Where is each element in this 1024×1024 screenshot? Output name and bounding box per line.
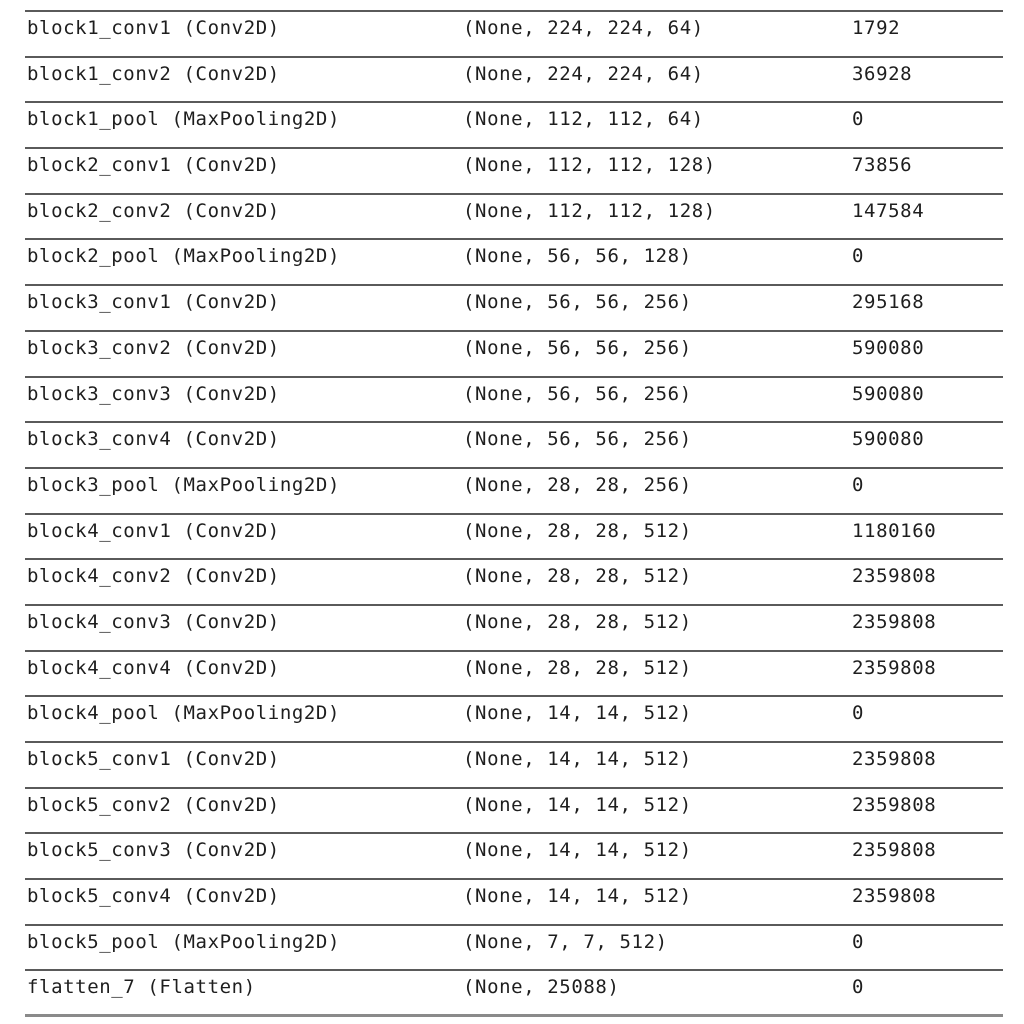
- layer-name-cell: block3_conv1 (Conv2D): [27, 291, 280, 314]
- param-count-cell: 0: [852, 930, 865, 953]
- table-row: [25, 606, 1003, 652]
- output-shape-cell: (None, 28, 28, 512): [463, 565, 692, 588]
- param-count-cell: 0: [852, 245, 865, 268]
- param-count-cell: 1180160: [852, 519, 937, 542]
- table-row: [25, 286, 1003, 332]
- layer-name-cell: block5_conv1 (Conv2D): [27, 748, 280, 770]
- param-count-cell: 0: [852, 976, 865, 999]
- param-count-cell: 2359808: [852, 656, 937, 679]
- layer-name-cell: block2_pool (MaxPooling2D): [27, 245, 341, 268]
- table-row: [25, 834, 1003, 880]
- layer-name-cell: block3_pool (MaxPooling2D): [27, 473, 341, 496]
- table-body: [25, 12, 1003, 1017]
- layer-name-cell: block3_conv2 (Conv2D): [27, 336, 280, 359]
- param-count-cell: 0: [852, 473, 865, 496]
- param-count-cell: 2359808: [852, 793, 937, 816]
- output-shape-cell: (None, 112, 112, 64): [463, 108, 704, 131]
- output-shape-cell: (None, 14, 14, 512): [463, 839, 692, 862]
- param-count-cell: 590080: [852, 428, 925, 451]
- param-count-cell: 590080: [852, 336, 925, 359]
- table-row: [25, 103, 1003, 149]
- layer-name-cell: block5_pool (MaxPooling2D): [27, 930, 341, 953]
- table-row: [25, 378, 1003, 424]
- param-count-cell: 36928: [852, 62, 913, 85]
- output-shape-cell: (None, 56, 56, 256): [463, 428, 692, 451]
- output-shape-cell: (None, 14, 14, 512): [463, 885, 692, 908]
- param-count-cell: 2359808: [852, 748, 937, 770]
- layer-name-cell: block2_conv1 (Conv2D): [27, 154, 280, 177]
- layer-name-cell: block1_pool (MaxPooling2D): [27, 108, 341, 131]
- layer-name-cell: block4_conv3 (Conv2D): [27, 610, 280, 633]
- param-count-cell: 73856: [852, 154, 913, 177]
- table-row: [25, 515, 1003, 561]
- table-row: [25, 332, 1003, 378]
- table-row: [25, 560, 1003, 606]
- output-shape-cell: (None, 25088): [463, 976, 620, 999]
- param-count-cell: 2359808: [852, 610, 937, 633]
- param-count-cell: 1792: [852, 17, 901, 39]
- output-shape-cell: (None, 56, 56, 128): [463, 245, 692, 268]
- layer-name-cell: block2_conv2 (Conv2D): [27, 199, 280, 222]
- table-row: [25, 149, 1003, 195]
- output-shape-cell: (None, 28, 28, 512): [463, 519, 692, 542]
- layer-name-cell: block3_conv4 (Conv2D): [27, 428, 280, 451]
- output-shape-cell: (None, 28, 28, 512): [463, 610, 692, 633]
- param-count-cell: 295168: [852, 291, 925, 314]
- param-count-cell: 2359808: [852, 885, 937, 908]
- table-row: [25, 926, 1003, 972]
- table-row: [25, 971, 1003, 1017]
- layer-name-cell: block4_conv4 (Conv2D): [27, 656, 280, 679]
- output-shape-cell: (None, 14, 14, 512): [463, 702, 692, 725]
- param-count-cell: 0: [852, 702, 865, 725]
- param-count-cell: 0: [852, 108, 865, 131]
- output-shape-cell: (None, 112, 112, 128): [463, 154, 716, 177]
- layer-name-cell: block4_conv2 (Conv2D): [27, 565, 280, 588]
- table-row: [25, 469, 1003, 515]
- output-shape-cell: (None, 56, 56, 256): [463, 336, 692, 359]
- param-count-cell: 147584: [852, 199, 925, 222]
- model-summary-table: [25, 10, 1003, 1017]
- layer-name-cell: block5_conv4 (Conv2D): [27, 885, 280, 908]
- param-count-cell: 2359808: [852, 839, 937, 862]
- table-row: [25, 789, 1003, 835]
- table-row: [25, 743, 1003, 789]
- table-row: [25, 652, 1003, 698]
- layer-name-cell: block1_conv1 (Conv2D): [27, 17, 280, 39]
- table-row: [25, 697, 1003, 743]
- param-count-cell: 2359808: [852, 565, 937, 588]
- output-shape-cell: (None, 28, 28, 512): [463, 656, 692, 679]
- output-shape-cell: (None, 224, 224, 64): [463, 62, 704, 85]
- table-row: [25, 423, 1003, 469]
- layer-name-cell: block4_conv1 (Conv2D): [27, 519, 280, 542]
- param-count-cell: 590080: [852, 382, 925, 405]
- layer-name-cell: block4_pool (MaxPooling2D): [27, 702, 341, 725]
- output-shape-cell: (None, 112, 112, 128): [463, 199, 716, 222]
- output-shape-cell: (None, 224, 224, 64): [463, 17, 704, 39]
- table-row: [25, 240, 1003, 286]
- layer-name-cell: block3_conv3 (Conv2D): [27, 382, 280, 405]
- table-row: [25, 195, 1003, 241]
- layer-name-cell: block1_conv2 (Conv2D): [27, 62, 280, 85]
- output-shape-cell: (None, 14, 14, 512): [463, 748, 692, 770]
- table-row: [25, 880, 1003, 926]
- output-shape-cell: (None, 7, 7, 512): [463, 930, 668, 953]
- output-shape-cell: (None, 56, 56, 256): [463, 291, 692, 314]
- layer-name-cell: flatten_7 (Flatten): [27, 976, 256, 999]
- layer-name-cell: block5_conv3 (Conv2D): [27, 839, 280, 862]
- table-row: [25, 58, 1003, 104]
- output-shape-cell: (None, 14, 14, 512): [463, 793, 692, 816]
- output-shape-cell: (None, 56, 56, 256): [463, 382, 692, 405]
- table-row: [25, 12, 1003, 58]
- output-shape-cell: (None, 28, 28, 256): [463, 473, 692, 496]
- layer-name-cell: block5_conv2 (Conv2D): [27, 793, 280, 816]
